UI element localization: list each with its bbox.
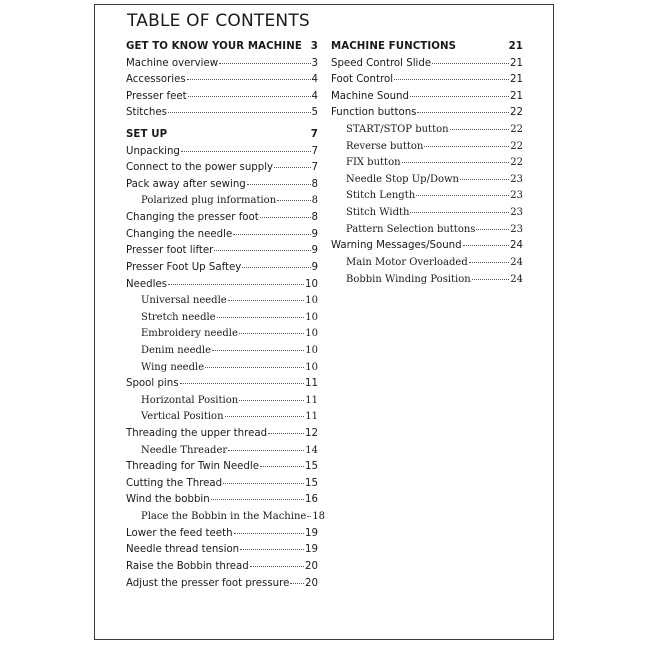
toc-page-number: 23 xyxy=(510,223,523,235)
toc-page-number: 24 xyxy=(510,256,523,268)
toc-page-number: 22 xyxy=(510,107,523,119)
toc-entry-label: Pattern Selection buttons xyxy=(346,223,476,235)
toc-entry-label: Raise the Bobbin thread xyxy=(126,560,249,572)
toc-entry-label: Stitches xyxy=(126,107,167,119)
toc-page-number: 7 xyxy=(311,145,318,157)
toc-entry-label: Horizontal Position xyxy=(141,394,239,406)
toc-entry-label: Speed Control Slide xyxy=(331,57,432,69)
dot-leader xyxy=(217,317,305,318)
toc-page-number: 19 xyxy=(305,527,318,539)
toc-section-set-up[interactable] xyxy=(126,129,318,146)
toc-entry-presser-foot-up-saftey[interactable] xyxy=(126,262,318,279)
toc-entry-cutting-the-thread[interactable] xyxy=(126,478,318,495)
toc-entry-label: Spool pins xyxy=(126,378,179,390)
toc-page-number: 11 xyxy=(305,394,318,406)
dot-leader xyxy=(214,250,310,251)
toc-entry-label: Place the Bobbin in the Machine xyxy=(141,511,307,523)
toc-entry-denim-needle[interactable] xyxy=(126,345,318,362)
toc-entry-label: Changing the needle xyxy=(126,228,233,240)
toc-entry-changing-the-presser-foot[interactable] xyxy=(126,212,318,229)
dot-leader xyxy=(432,63,509,64)
dot-leader xyxy=(168,112,311,113)
dot-leader xyxy=(168,284,304,285)
dot-leader xyxy=(188,96,311,97)
toc-entry-label: Machine overview xyxy=(126,57,219,69)
toc-entry-label: Adjust the presser foot pressure xyxy=(126,577,290,589)
toc-page-number: 24 xyxy=(510,273,523,285)
toc-page-number: 3 xyxy=(311,57,318,69)
dot-leader xyxy=(228,450,304,451)
toc-entry-warning-messages-sound[interactable] xyxy=(331,240,523,257)
toc-entry-label: Polarized plug information xyxy=(141,195,277,207)
toc-entry-label: Presser Foot Up Saftey xyxy=(126,261,242,273)
toc-page-number: 9 xyxy=(311,228,318,240)
toc-entry-label: Wing needle xyxy=(141,361,205,373)
dot-leader xyxy=(223,483,304,484)
toc-entry-label: Threading for Twin Needle xyxy=(126,461,259,473)
toc-entry-label: Stretch needle xyxy=(141,311,216,323)
toc-entry-label: Presser feet xyxy=(126,90,187,102)
toc-page-number: 20 xyxy=(305,577,318,589)
toc-entry-label: Stitch Length xyxy=(346,190,416,202)
toc-entry-label: GET TO KNOW YOUR MACHINE xyxy=(126,41,302,52)
toc-page-number: 23 xyxy=(510,173,523,185)
dot-leader xyxy=(274,167,310,168)
dot-leader xyxy=(234,533,305,534)
dot-leader xyxy=(228,300,305,301)
dot-leader xyxy=(469,262,510,263)
dot-leader xyxy=(277,200,310,201)
toc-entry-embroidery-needle[interactable] xyxy=(126,328,318,345)
toc-page-number: 10 xyxy=(305,278,318,290)
dot-leader xyxy=(219,63,310,64)
dot-leader xyxy=(180,383,305,384)
toc-entry-threading-the-upper-thread[interactable] xyxy=(126,428,318,445)
toc-entry-universal-needle[interactable] xyxy=(126,295,318,312)
toc-page-number: 12 xyxy=(305,428,318,440)
toc-page-number: 8 xyxy=(311,195,318,207)
toc-entry-label: Reverse button xyxy=(346,140,424,152)
toc-entry-label: Stitch Width xyxy=(346,207,410,219)
toc-entry-label: Connect to the power supply xyxy=(126,162,274,174)
toc-entry-start-stop-button[interactable] xyxy=(331,124,523,141)
dot-leader xyxy=(460,179,509,180)
dot-leader xyxy=(212,350,304,351)
toc-page-number: 22 xyxy=(510,124,523,136)
toc-entry-label: Presser foot lifter xyxy=(126,245,214,257)
toc-entry-label: Accessories xyxy=(126,74,186,86)
toc-entry-machine-overview[interactable] xyxy=(126,58,318,75)
dot-leader xyxy=(410,96,509,97)
dot-leader xyxy=(268,433,304,434)
toc-page-number: 22 xyxy=(510,157,523,169)
toc-entry-needles[interactable] xyxy=(126,279,318,296)
dot-leader xyxy=(181,151,311,152)
toc-page-number: 3 xyxy=(310,41,318,52)
toc-page-number: 4 xyxy=(311,74,318,86)
dot-leader xyxy=(239,333,304,334)
toc-page-number: 7 xyxy=(310,129,318,141)
toc-page-number: 10 xyxy=(305,311,318,323)
toc-entry-presser-feet[interactable] xyxy=(126,91,318,108)
toc-page-number: 9 xyxy=(311,245,318,257)
toc-entry-label: Needles xyxy=(126,278,168,290)
toc-entry-label: Threading the upper thread xyxy=(126,428,268,440)
toc-entry-needle-threader[interactable] xyxy=(126,445,318,462)
toc-page-number: 20 xyxy=(305,560,318,572)
toc-page-number: 21 xyxy=(510,57,523,69)
toc-page-number: 5 xyxy=(311,107,318,119)
toc-page-number: 14 xyxy=(305,444,318,456)
toc-page-number: 10 xyxy=(305,344,318,356)
toc-page-number: 10 xyxy=(305,361,318,373)
toc-entry-fix-button[interactable] xyxy=(331,157,523,174)
toc-page-number: 19 xyxy=(305,544,318,556)
toc-entry-needle-thread-tension[interactable] xyxy=(126,544,318,561)
toc-page-number: 4 xyxy=(311,90,318,102)
toc-entry-accessories[interactable] xyxy=(126,74,318,91)
dot-leader xyxy=(187,79,311,80)
toc-page-number: 9 xyxy=(311,261,318,273)
toc-entry-stitch-length[interactable] xyxy=(331,190,523,207)
toc-entry-vertical-position[interactable] xyxy=(126,411,318,428)
toc-entry-label: Wind the bobbin xyxy=(126,494,210,506)
toc-page-number: 7 xyxy=(311,162,318,174)
toc-entry-label: Unpacking xyxy=(126,145,180,157)
dot-leader xyxy=(247,184,311,185)
document-page xyxy=(94,4,554,640)
dot-leader xyxy=(225,416,305,417)
toc-entry-wind-the-bobbin[interactable] xyxy=(126,494,318,511)
toc-entry-label: Warning Messages/Sound xyxy=(331,240,462,252)
toc-right-column xyxy=(331,41,523,290)
toc-entry-pattern-selection-buttons[interactable] xyxy=(331,224,523,241)
toc-page-number: 21 xyxy=(508,41,523,52)
toc-entry-main-motor-overloaded[interactable] xyxy=(331,257,523,274)
toc-left-column xyxy=(126,41,326,594)
toc-entry-unpacking[interactable] xyxy=(126,146,318,163)
toc-page-number: 23 xyxy=(510,207,523,219)
dot-leader xyxy=(394,79,509,80)
toc-entry-connect-to-the-power-supply[interactable] xyxy=(126,162,318,179)
toc-entry-label: MACHINE FUNCTIONS xyxy=(331,41,457,52)
dot-leader xyxy=(260,466,304,467)
toc-entry-label: Needle Stop Up/Down xyxy=(346,173,459,185)
toc-entry-threading-for-twin-needle[interactable] xyxy=(126,461,318,478)
toc-page-number: 16 xyxy=(305,494,318,506)
toc-entry-label: Universal needle xyxy=(141,295,227,307)
toc-page-number: 8 xyxy=(311,178,318,190)
dot-leader xyxy=(307,516,311,517)
toc-entry-label: Denim needle xyxy=(141,344,212,356)
toc-section-machine-functions[interactable] xyxy=(331,41,523,58)
toc-page-number: 11 xyxy=(305,411,318,423)
dot-leader xyxy=(260,217,311,218)
toc-entry-presser-foot-lifter[interactable] xyxy=(126,245,318,262)
toc-entry-polarized-plug-information[interactable] xyxy=(126,195,318,212)
dot-leader xyxy=(250,566,304,567)
toc-entry-adjust-the-presser-foot-pressure[interactable] xyxy=(126,578,318,595)
dot-leader xyxy=(424,146,509,147)
toc-entry-label: Machine Sound xyxy=(331,90,409,102)
dot-leader xyxy=(463,245,509,246)
dot-leader xyxy=(211,499,304,500)
toc-page-number: 8 xyxy=(311,212,318,224)
toc-entry-label: Embroidery needle xyxy=(141,328,238,340)
dot-leader xyxy=(240,549,304,550)
page-title: TABLE OF CONTENTS xyxy=(127,11,310,31)
toc-entry-machine-sound[interactable] xyxy=(331,91,523,108)
dot-leader xyxy=(450,129,510,130)
dot-leader xyxy=(402,162,510,163)
toc-entry-lower-the-feed-teeth[interactable] xyxy=(126,528,318,545)
toc-page-number: 15 xyxy=(305,461,318,473)
toc-entry-place-the-bobbin-in-the-machine[interactable] xyxy=(126,511,326,528)
toc-entry-label: Lower the feed teeth xyxy=(126,527,233,539)
toc-entry-bobbin-winding-position[interactable] xyxy=(331,274,523,291)
dot-leader xyxy=(242,267,310,268)
toc-entry-horizontal-position[interactable] xyxy=(126,395,318,412)
toc-page-number: 22 xyxy=(510,140,523,152)
dot-leader xyxy=(239,400,304,401)
dot-leader xyxy=(233,234,310,235)
toc-entry-label: Function buttons xyxy=(331,107,417,119)
dot-leader xyxy=(410,212,509,213)
toc-entry-label: Vertical Position xyxy=(141,411,224,423)
dot-leader xyxy=(290,583,304,584)
dot-leader xyxy=(472,279,510,280)
toc-page-number: 15 xyxy=(305,477,318,489)
toc-entry-pack-away-after-sewing[interactable] xyxy=(126,179,318,196)
toc-entry-raise-the-bobbin-thread[interactable] xyxy=(126,561,318,578)
toc-entry-stretch-needle[interactable] xyxy=(126,312,318,329)
toc-entry-label: START/STOP button xyxy=(346,124,449,136)
toc-entry-changing-the-needle[interactable] xyxy=(126,229,318,246)
toc-entry-needle-stop-up-down[interactable] xyxy=(331,174,523,191)
toc-entry-label: Pack away after sewing xyxy=(126,178,246,190)
toc-entry-label: Bobbin Winding Position xyxy=(346,273,471,285)
toc-entry-wing-needle[interactable] xyxy=(126,362,318,379)
toc-page-number: 21 xyxy=(510,74,523,86)
toc-entry-stitches[interactable] xyxy=(126,107,318,124)
dot-leader xyxy=(417,112,509,113)
toc-entry-function-buttons[interactable] xyxy=(331,107,523,124)
toc-entry-speed-control-slide[interactable] xyxy=(331,58,523,75)
toc-page-number: 24 xyxy=(510,240,523,252)
toc-page-number: 21 xyxy=(510,90,523,102)
toc-page-number: 11 xyxy=(305,378,318,390)
toc-entry-label: Changing the presser foot xyxy=(126,212,259,224)
toc-entry-label: Main Motor Overloaded xyxy=(346,256,468,268)
toc-entry-label: SET UP xyxy=(126,129,168,141)
toc-section-get-to-know-your-machine[interactable] xyxy=(126,41,318,58)
toc-entry-label: Needle thread tension xyxy=(126,544,240,556)
toc-page-number: 18 xyxy=(312,511,326,523)
toc-entry-spool-pins[interactable] xyxy=(126,378,318,395)
dot-leader xyxy=(476,229,509,230)
dot-leader xyxy=(205,367,304,368)
dot-leader xyxy=(416,195,509,196)
toc-entry-label: Cutting the Thread xyxy=(126,477,223,489)
toc-entry-label: FIX button xyxy=(346,157,401,169)
toc-entry-stitch-width[interactable] xyxy=(331,207,523,224)
toc-entry-label: Foot Control xyxy=(331,74,394,86)
toc-entry-reverse-button[interactable] xyxy=(331,141,523,158)
toc-page-number: 10 xyxy=(305,328,318,340)
toc-entry-foot-control[interactable] xyxy=(331,74,523,91)
toc-page-number: 23 xyxy=(510,190,523,202)
toc-page-number: 10 xyxy=(305,295,318,307)
toc-entry-label: Needle Threader xyxy=(141,444,228,456)
